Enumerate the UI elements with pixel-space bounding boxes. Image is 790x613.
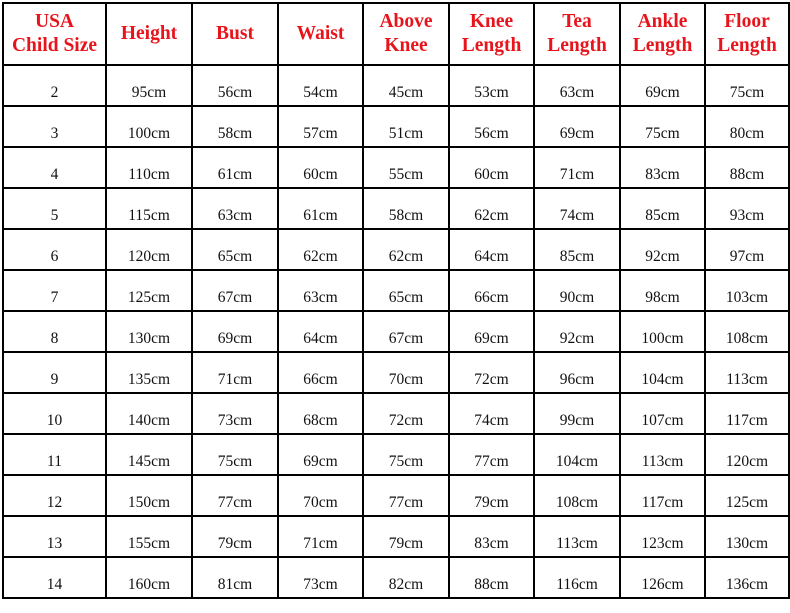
measurement-cell: 56cm <box>449 106 534 147</box>
measurement-cell: 69cm <box>534 106 620 147</box>
size-cell: 7 <box>3 270 106 311</box>
column-header-usa-child-size <box>3 3 106 65</box>
size-cell: 12 <box>3 475 106 516</box>
table-row <box>3 352 789 393</box>
column-header-line: Child Size <box>11 35 98 56</box>
measurement-cell: 61cm <box>278 188 363 229</box>
measurement-cell: 96cm <box>534 352 620 393</box>
table-row <box>3 147 789 188</box>
measurement-cell: 126cm <box>620 557 705 598</box>
table-row <box>3 516 789 557</box>
measurement-cell: 71cm <box>192 352 278 393</box>
size-cell: 9 <box>3 352 106 393</box>
column-header-line: Length <box>461 35 522 56</box>
measurement-cell: 68cm <box>278 393 363 434</box>
column-header-line: Floor <box>724 11 770 32</box>
measurement-cell: 123cm <box>620 516 705 557</box>
column-header-line: Ankle <box>637 11 688 32</box>
column-header-bust <box>192 3 278 65</box>
measurement-cell: 75cm <box>620 106 705 147</box>
size-cell: 10 <box>3 393 106 434</box>
size-chart-table <box>2 2 790 599</box>
measurement-cell: 71cm <box>534 147 620 188</box>
measurement-cell: 90cm <box>534 270 620 311</box>
measurement-cell: 117cm <box>705 393 789 434</box>
measurement-cell: 82cm <box>363 557 449 598</box>
measurement-cell: 61cm <box>192 147 278 188</box>
measurement-cell: 140cm <box>106 393 192 434</box>
measurement-cell: 56cm <box>192 65 278 106</box>
measurement-cell: 100cm <box>106 106 192 147</box>
measurement-cell: 103cm <box>705 270 789 311</box>
measurement-cell: 65cm <box>192 229 278 270</box>
measurement-cell: 120cm <box>705 434 789 475</box>
size-cell: 13 <box>3 516 106 557</box>
measurement-cell: 125cm <box>705 475 789 516</box>
measurement-cell: 135cm <box>106 352 192 393</box>
measurement-cell: 53cm <box>449 65 534 106</box>
measurement-cell: 75cm <box>705 65 789 106</box>
column-header-line: Above <box>379 11 433 32</box>
table-row <box>3 188 789 229</box>
measurement-cell: 100cm <box>620 311 705 352</box>
measurement-cell: 69cm <box>192 311 278 352</box>
measurement-cell: 55cm <box>363 147 449 188</box>
measurement-cell: 85cm <box>620 188 705 229</box>
measurement-cell: 107cm <box>620 393 705 434</box>
measurement-cell: 93cm <box>705 188 789 229</box>
measurement-cell: 92cm <box>534 311 620 352</box>
column-header-line: Length <box>547 35 607 56</box>
table-row <box>3 311 789 352</box>
measurement-cell: 54cm <box>278 65 363 106</box>
size-cell: 14 <box>3 557 106 598</box>
measurement-cell: 150cm <box>106 475 192 516</box>
size-cell: 11 <box>3 434 106 475</box>
column-header-line: Knee <box>469 11 514 32</box>
measurement-cell: 97cm <box>705 229 789 270</box>
table-row <box>3 557 789 598</box>
measurement-cell: 63cm <box>534 65 620 106</box>
table-row <box>3 434 789 475</box>
measurement-cell: 98cm <box>620 270 705 311</box>
measurement-cell: 104cm <box>620 352 705 393</box>
column-header-waist <box>278 3 363 65</box>
measurement-cell: 69cm <box>278 434 363 475</box>
measurement-cell: 60cm <box>278 147 363 188</box>
measurement-cell: 83cm <box>620 147 705 188</box>
measurement-cell: 125cm <box>106 270 192 311</box>
size-cell: 6 <box>3 229 106 270</box>
measurement-cell: 63cm <box>192 188 278 229</box>
measurement-cell: 60cm <box>449 147 534 188</box>
measurement-cell: 83cm <box>449 516 534 557</box>
measurement-cell: 67cm <box>192 270 278 311</box>
measurement-cell: 67cm <box>363 311 449 352</box>
size-cell: 2 <box>3 65 106 106</box>
measurement-cell: 62cm <box>363 229 449 270</box>
measurement-cell: 77cm <box>363 475 449 516</box>
column-header-tea-length <box>534 3 620 65</box>
measurement-cell: 117cm <box>620 475 705 516</box>
measurement-cell: 77cm <box>192 475 278 516</box>
measurement-cell: 51cm <box>363 106 449 147</box>
table-row <box>3 393 789 434</box>
measurement-cell: 45cm <box>363 65 449 106</box>
measurement-cell: 113cm <box>534 516 620 557</box>
column-header-line: Length <box>632 35 693 56</box>
column-header-line: Tea <box>562 11 592 32</box>
table-row <box>3 65 789 106</box>
measurement-cell: 79cm <box>449 475 534 516</box>
measurement-cell: 64cm <box>449 229 534 270</box>
measurement-cell: 136cm <box>705 557 789 598</box>
column-header-knee-length <box>449 3 534 65</box>
measurement-cell: 64cm <box>278 311 363 352</box>
measurement-cell: 73cm <box>278 557 363 598</box>
measurement-cell: 65cm <box>363 270 449 311</box>
size-cell: 8 <box>3 311 106 352</box>
measurement-cell: 120cm <box>106 229 192 270</box>
column-header-ankle-length <box>620 3 705 65</box>
measurement-cell: 99cm <box>534 393 620 434</box>
measurement-cell: 74cm <box>534 188 620 229</box>
measurement-cell: 155cm <box>106 516 192 557</box>
measurement-cell: 66cm <box>449 270 534 311</box>
measurement-cell: 145cm <box>106 434 192 475</box>
measurement-cell: 108cm <box>534 475 620 516</box>
measurement-cell: 58cm <box>192 106 278 147</box>
measurement-cell: 130cm <box>705 516 789 557</box>
measurement-cell: 72cm <box>449 352 534 393</box>
measurement-cell: 75cm <box>192 434 278 475</box>
measurement-cell: 70cm <box>278 475 363 516</box>
measurement-cell: 62cm <box>449 188 534 229</box>
measurement-cell: 70cm <box>363 352 449 393</box>
column-header-floor-length <box>705 3 789 65</box>
table-row <box>3 106 789 147</box>
measurement-cell: 95cm <box>106 65 192 106</box>
table-row <box>3 270 789 311</box>
measurement-cell: 113cm <box>620 434 705 475</box>
measurement-cell: 115cm <box>106 188 192 229</box>
measurement-cell: 81cm <box>192 557 278 598</box>
size-cell: 3 <box>3 106 106 147</box>
column-header-line: Waist <box>296 23 345 44</box>
header-row <box>3 3 789 65</box>
measurement-cell: 63cm <box>278 270 363 311</box>
measurement-cell: 85cm <box>534 229 620 270</box>
measurement-cell: 88cm <box>705 147 789 188</box>
measurement-cell: 80cm <box>705 106 789 147</box>
column-header-line: Knee <box>384 35 428 56</box>
measurement-cell: 92cm <box>620 229 705 270</box>
measurement-cell: 73cm <box>192 393 278 434</box>
column-header-above-knee <box>363 3 449 65</box>
measurement-cell: 113cm <box>705 352 789 393</box>
measurement-cell: 71cm <box>278 516 363 557</box>
column-header-line: USA <box>34 11 74 32</box>
measurement-cell: 57cm <box>278 106 363 147</box>
measurement-cell: 79cm <box>363 516 449 557</box>
table-body <box>3 65 789 598</box>
table-row <box>3 229 789 270</box>
measurement-cell: 130cm <box>106 311 192 352</box>
measurement-cell: 74cm <box>449 393 534 434</box>
column-header-line: Length <box>717 35 777 56</box>
measurement-cell: 79cm <box>192 516 278 557</box>
measurement-cell: 110cm <box>106 147 192 188</box>
table-row <box>3 475 789 516</box>
measurement-cell: 62cm <box>278 229 363 270</box>
measurement-cell: 160cm <box>106 557 192 598</box>
measurement-cell: 66cm <box>278 352 363 393</box>
measurement-cell: 104cm <box>534 434 620 475</box>
column-header-line: Height <box>120 23 178 44</box>
measurement-cell: 88cm <box>449 557 534 598</box>
size-cell: 4 <box>3 147 106 188</box>
measurement-cell: 69cm <box>449 311 534 352</box>
measurement-cell: 108cm <box>705 311 789 352</box>
column-header-height <box>106 3 192 65</box>
size-cell: 5 <box>3 188 106 229</box>
measurement-cell: 69cm <box>620 65 705 106</box>
measurement-cell: 116cm <box>534 557 620 598</box>
measurement-cell: 77cm <box>449 434 534 475</box>
measurement-cell: 75cm <box>363 434 449 475</box>
measurement-cell: 72cm <box>363 393 449 434</box>
column-header-line: Bust <box>216 23 254 44</box>
measurement-cell: 58cm <box>363 188 449 229</box>
